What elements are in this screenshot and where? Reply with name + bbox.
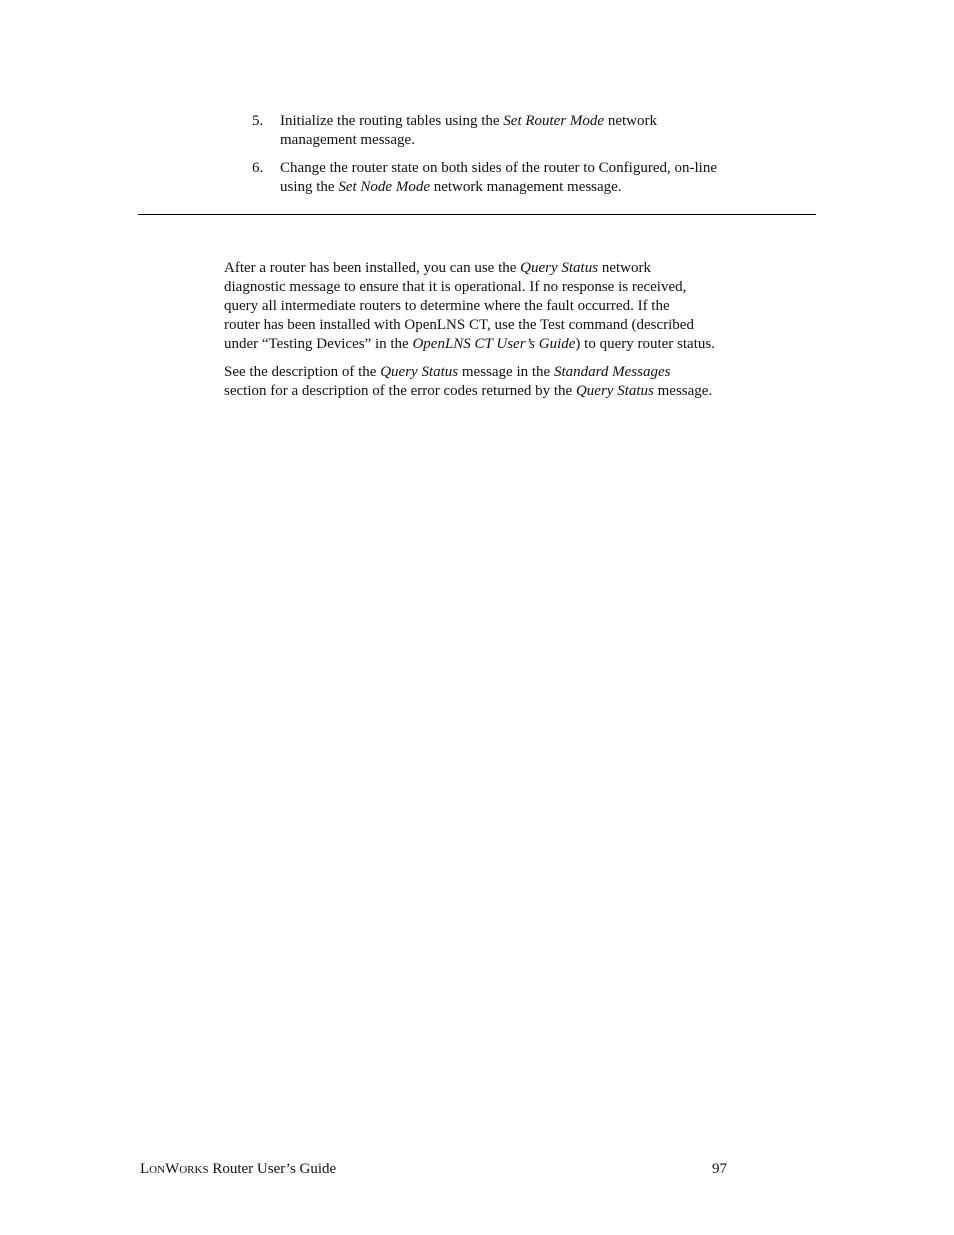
text-line — [224, 260, 651, 276]
message-name: Set Router Mode — [503, 113, 605, 129]
footer-title-part: L — [140, 1161, 150, 1177]
section-divider — [138, 214, 816, 215]
list-item — [252, 159, 822, 197]
step-text-run: Initialize the routing tables using the — [280, 113, 504, 129]
text-run: ) to query router status. — [575, 336, 715, 352]
step-text — [280, 112, 822, 150]
message-name: Set Node Mode — [338, 179, 430, 195]
text-line: router has been installed with OpenLNS CT, use the Test command (described — [224, 317, 694, 333]
step-text — [280, 159, 822, 197]
text-run: network — [598, 260, 651, 276]
step-number: 6. — [252, 160, 264, 176]
section-name: Standard Messages — [553, 364, 671, 380]
text-run: message. — [653, 383, 713, 399]
text-run: message in the — [458, 364, 554, 380]
text-line — [224, 383, 712, 399]
paragraph — [224, 259, 824, 354]
step-text-run: network — [604, 113, 657, 129]
text-line: query all intermediate routers to determine where the fault occurred. If the — [224, 298, 670, 314]
step-text-run: management message. — [280, 132, 415, 148]
text-line — [224, 364, 670, 380]
message-name: Query Status — [575, 383, 654, 399]
body-section — [224, 259, 824, 410]
message-name: Query Status — [520, 260, 599, 276]
text-run: section for a description of the error codes returned by the — [224, 383, 576, 399]
footer-title-part: Router User’s Guide — [208, 1161, 337, 1177]
page-number: 97 — [712, 1161, 727, 1177]
footer-title-part: ON — [149, 1164, 166, 1176]
book-title: OpenLNS CT User’s Guide — [412, 336, 576, 352]
numbered-steps — [252, 112, 822, 206]
footer-title-part: ORKS — [179, 1164, 209, 1176]
text-line — [224, 336, 715, 352]
text-line: diagnostic message to ensure that it is operational. If no response is received, — [224, 279, 687, 295]
message-name: Query Status — [380, 364, 459, 380]
step-text-run: using the — [280, 179, 339, 195]
step-number: 5. — [252, 113, 264, 129]
step-text-run: Change the router state on both sides of the router to Configured, on-line — [280, 160, 717, 176]
paragraph — [224, 363, 824, 401]
text-run: After a router has been installed, you can use the — [224, 260, 521, 276]
list-item — [252, 112, 822, 150]
text-run: under “Testing Devices” in the — [224, 336, 413, 352]
step-text-run: network management message. — [429, 179, 622, 195]
footer-document-title — [140, 1160, 336, 1180]
text-run: See the description of the — [224, 364, 381, 380]
footer-title-part: W — [165, 1161, 180, 1177]
